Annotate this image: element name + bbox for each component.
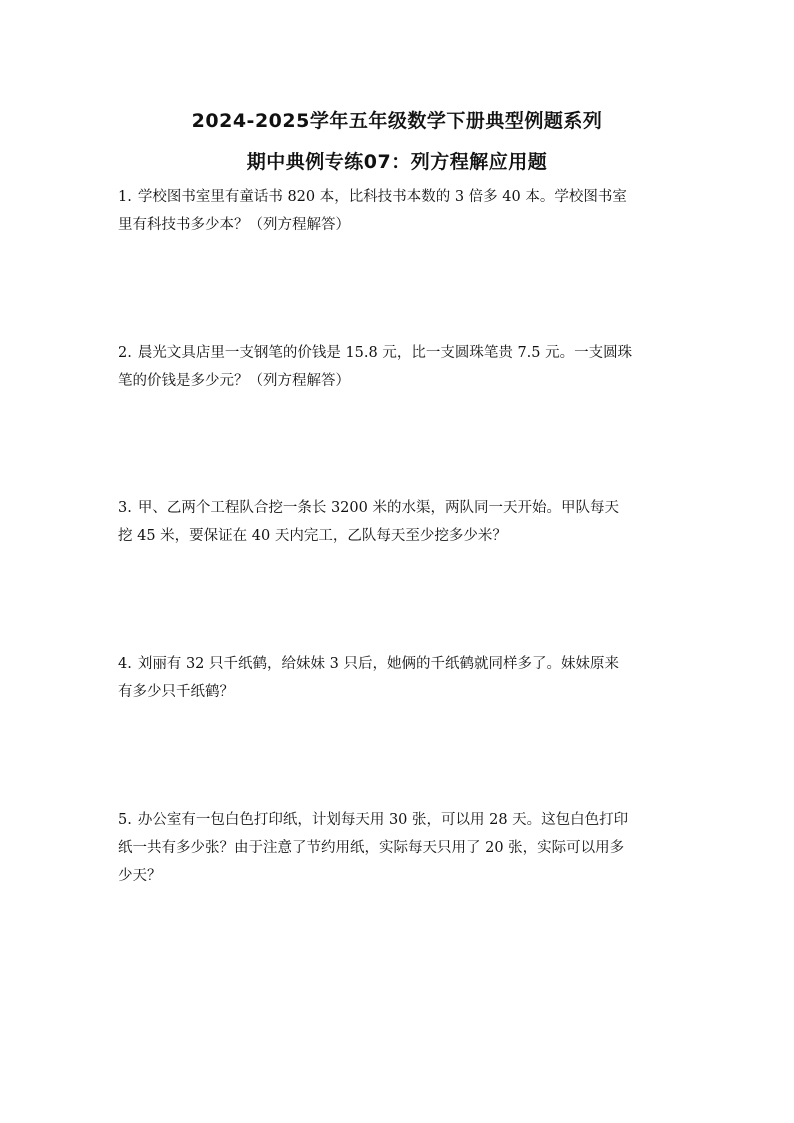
question-1 xyxy=(118,183,678,239)
question-2-line-2: 笔的价钱是多少元？（列方程解答） xyxy=(118,373,350,389)
question-5-number: 5. xyxy=(118,812,132,828)
question-4-text-1: 刘丽有 32 只千纸鹤，给妹妹 3 只后，她俩的千纸鹤就同样多了。妹妹原来 xyxy=(137,656,619,672)
question-1-text-1: 学校图书室里有童话书 820 本，比科技书本数的 3 倍多 40 本。学校图书室 xyxy=(137,189,627,205)
question-3-number: 3. xyxy=(118,500,132,516)
question-1-line-2: 里有科技书多少本？（列方程解答） xyxy=(118,217,350,233)
question-5-line-2: 纸一共有多少张？由于注意了节约用纸，实际每天只用了 20 张，实际可以用多 xyxy=(118,840,625,856)
question-3-text-1: 甲、乙两个工程队合挖一条长 3200 米的水渠，两队同一天开始。甲队每天 xyxy=(137,500,619,516)
question-3-line-2: 挖 45 米，要保证在 40 天内完工，乙队每天至少挖多少米？ xyxy=(118,528,507,544)
question-5-text-1: 办公室有一包白色打印纸，计划每天用 30 张，可以用 28 天。这包白色打印 xyxy=(137,812,629,828)
question-3 xyxy=(118,494,678,550)
question-2-text-1: 晨光文具店里一支钢笔的价钱是 15.8 元，比一支圆珠笔贵 7.5 元。一支圆珠 xyxy=(137,345,633,361)
question-2-line-1 xyxy=(118,339,678,367)
question-2 xyxy=(118,339,678,395)
question-4 xyxy=(118,650,678,706)
page-subtitle: 期中典例专练07：列方程解应用题 xyxy=(246,151,548,173)
question-4-line-2: 有多少只千纸鹤？ xyxy=(118,684,234,700)
question-1-number: 1. xyxy=(118,189,132,205)
question-1-line-1 xyxy=(118,183,678,211)
question-5-line-3: 少天？ xyxy=(118,868,162,884)
question-5-line-1 xyxy=(118,806,678,834)
question-2-number: 2. xyxy=(118,345,132,361)
question-4-line-1 xyxy=(118,650,678,678)
question-4-number: 4. xyxy=(118,656,132,672)
page-title: 2024-2025学年五年级数学下册典型例题系列 xyxy=(191,110,603,132)
question-3-line-1 xyxy=(118,494,678,522)
question-5 xyxy=(118,806,678,890)
